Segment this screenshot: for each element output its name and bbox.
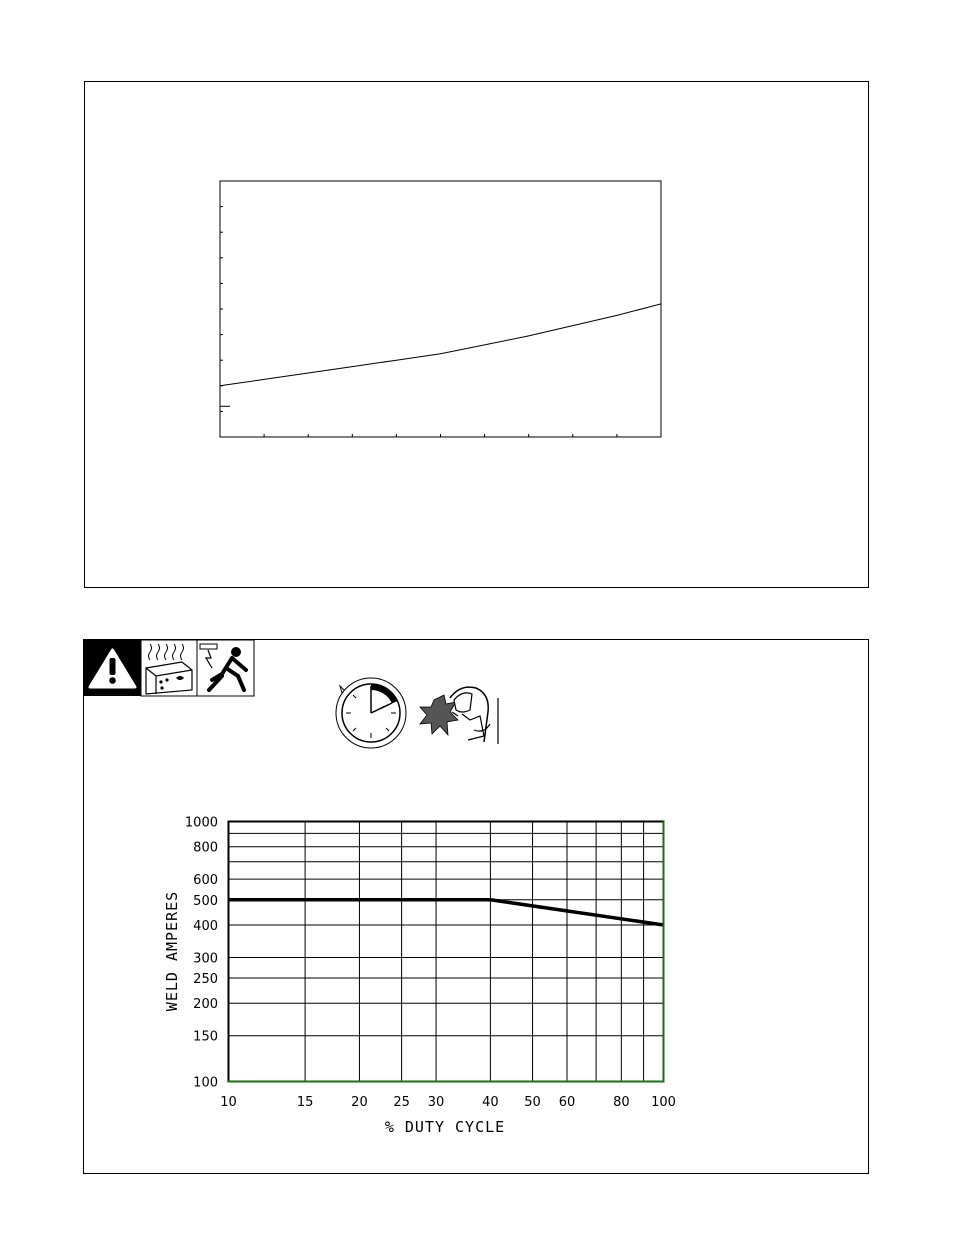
x-tick-label: 80	[613, 1095, 630, 1110]
y-tick-label: 100	[193, 1075, 218, 1091]
y-tick-label: 500	[193, 893, 218, 909]
duty-cycle-chart	[84, 640, 870, 1175]
chart-panel-bottom	[83, 639, 869, 1174]
y-tick-label: 800	[193, 840, 218, 856]
x-tick-label: 20	[351, 1095, 368, 1110]
electric-shock-icon	[197, 640, 254, 696]
x-tick-label: 10	[220, 1095, 237, 1110]
x-tick-label: 30	[427, 1095, 445, 1110]
y-axis-title: WELD AMPERES	[163, 890, 181, 1012]
y-tick-label: 400	[193, 918, 218, 934]
y-tick-label: 150	[193, 1029, 218, 1045]
y-tick-label: 250	[193, 972, 218, 988]
y-tick-label: 300	[193, 951, 218, 967]
y-tick-label: 200	[193, 997, 218, 1013]
x-tick-label: 100	[651, 1095, 676, 1110]
x-tick-label: 15	[296, 1095, 314, 1110]
rating-line	[229, 900, 664, 925]
series-line	[220, 304, 661, 386]
welder-icon	[420, 687, 498, 744]
y-tick-label: 1000	[184, 815, 218, 831]
plot-frame	[229, 822, 664, 1082]
x-tick-label: 25	[393, 1095, 410, 1110]
x-tick-label: 50	[524, 1095, 541, 1110]
x-axis-title: % DUTY CYCLE	[384, 1118, 506, 1136]
x-tick-label: 40	[482, 1095, 499, 1110]
x-tick-label: 60	[558, 1095, 576, 1110]
plot-frame	[220, 181, 661, 437]
line-chart-top	[85, 82, 870, 589]
chart-panel-top	[84, 81, 869, 588]
duty-cycle-clock-icon	[336, 678, 406, 748]
hot-parts-icon	[141, 640, 197, 696]
y-tick-label: 600	[193, 873, 218, 889]
warning-triangle-icon	[84, 640, 141, 696]
